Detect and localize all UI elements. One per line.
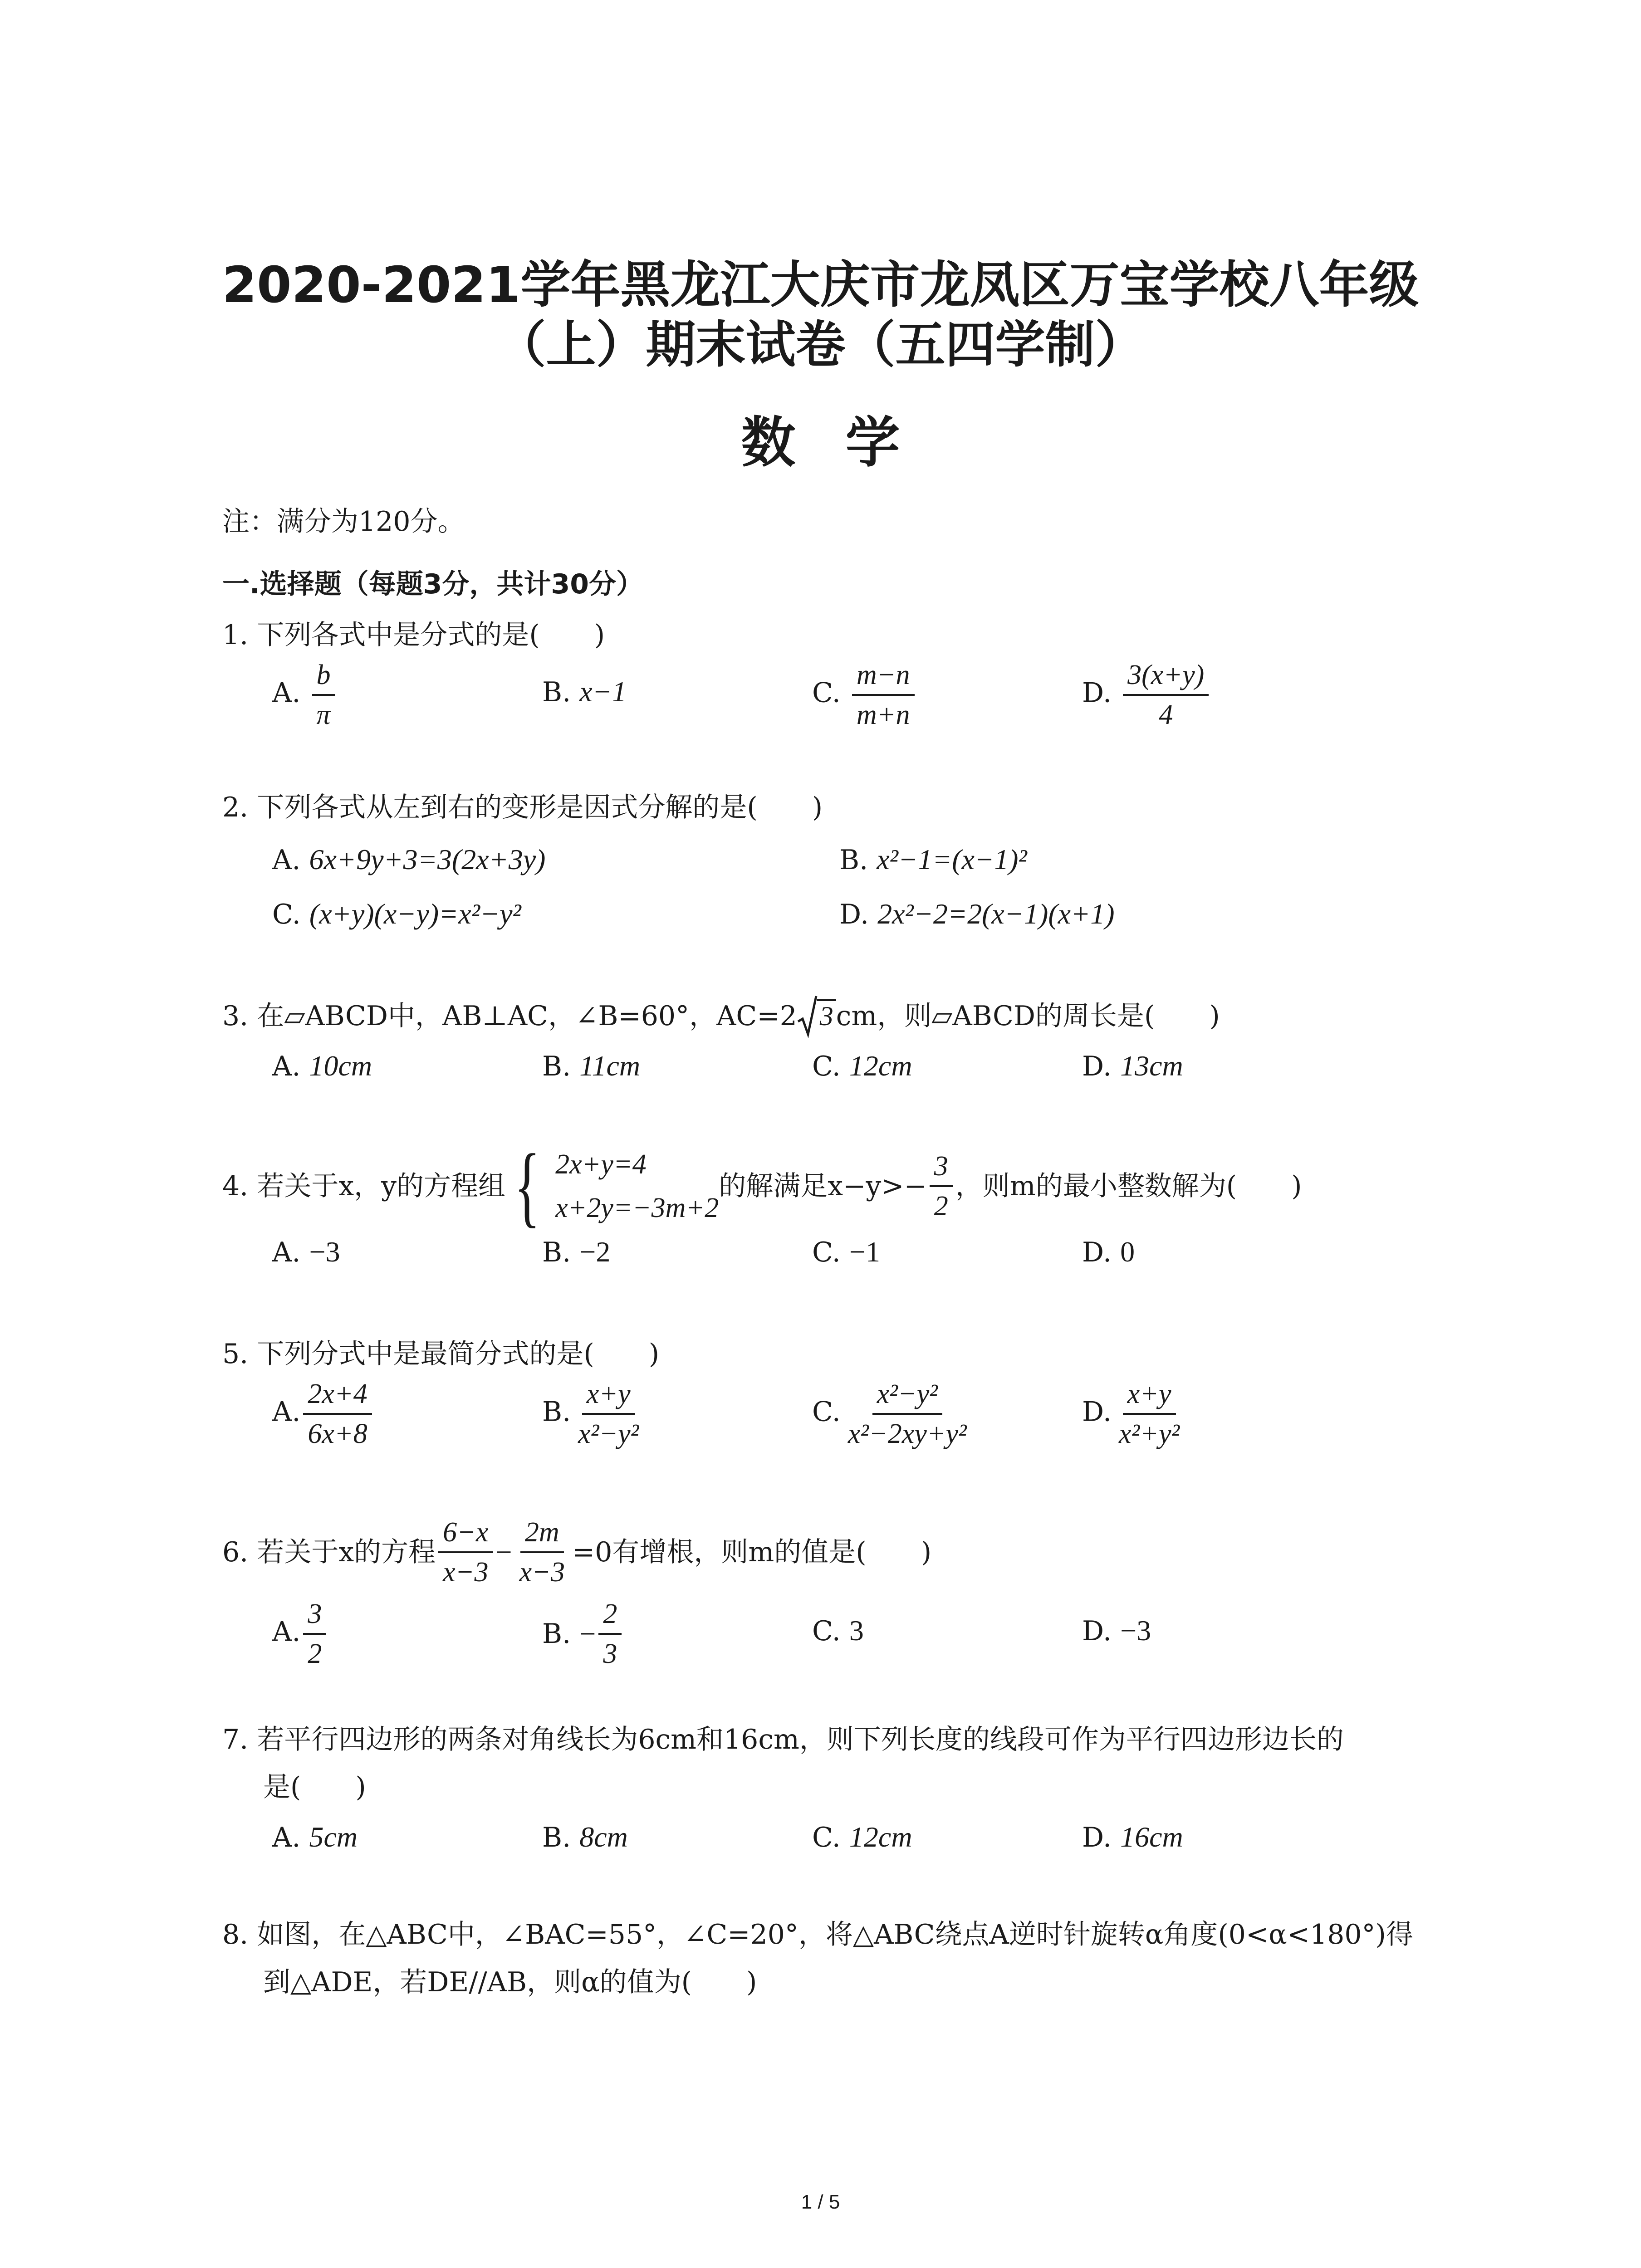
q7-option-c <box>812 1819 912 1856</box>
fraction <box>1114 1377 1184 1451</box>
option-b-expr: −2 <box>579 1236 611 1268</box>
q5-option-b <box>542 1377 646 1451</box>
option-c-expr: 3 <box>849 1614 864 1647</box>
minus-sign: − <box>495 1536 512 1568</box>
option-label: A. <box>272 844 301 876</box>
option-label: B. <box>839 844 868 876</box>
q6-option-a <box>272 1597 329 1671</box>
option-label: A. <box>272 1051 301 1082</box>
q5-option-a <box>272 1377 375 1451</box>
q1-stem: 1. 下列各式中是分式的是( ) <box>222 619 605 651</box>
q6-option-b <box>542 1597 624 1671</box>
option-label: D. <box>1082 1615 1112 1647</box>
equation-2: x+2y=−3m+2 <box>555 1193 719 1223</box>
option-a-expr: 5cm <box>309 1821 358 1853</box>
q4-stem <box>222 1136 1302 1236</box>
q4-option-a <box>272 1234 340 1271</box>
q6-stem-post: =0有增根，则m的值是( ) <box>572 1536 932 1568</box>
q3-stem-post: cm，则▱ABCD的周长是( ) <box>836 1000 1220 1032</box>
q6-option-c <box>812 1613 864 1649</box>
numerator: 2m <box>520 1515 564 1553</box>
q4-stem-mid: 的解满足x−y>− <box>719 1170 927 1202</box>
option-label: D. <box>1082 1237 1112 1268</box>
title-line-2: （上）期末试卷（五四学制） <box>496 316 1145 374</box>
option-b-expr: x²−1=(x−1)² <box>877 843 1027 875</box>
option-label: A. <box>272 1237 301 1268</box>
q7-stem-line-1: 7. 若平行四边形的两条对角线长为6cm和16cm，则下列长度的线段可作为平行四边形边长的 <box>222 1724 1344 1755</box>
numerator: 2x+4 <box>303 1377 372 1415</box>
square-root <box>797 998 836 1034</box>
q3-stem-pre: 3. 在▱ABCD中，AB⊥AC，∠B=60°，AC=2 <box>222 1000 797 1032</box>
q4-option-b <box>542 1234 610 1271</box>
brace-icon: { <box>514 1136 540 1236</box>
denominator: x²+y² <box>1119 1418 1180 1449</box>
q5-option-c <box>812 1377 974 1451</box>
equation-rows <box>555 1143 719 1230</box>
option-c-expr: 12cm <box>849 1050 912 1082</box>
q2-option-b <box>839 841 1027 878</box>
q3-stem <box>222 998 1220 1034</box>
option-d-expr: 16cm <box>1120 1821 1183 1853</box>
q3-option-d <box>1082 1048 1183 1085</box>
option-label: B. <box>542 1822 571 1853</box>
section-heading: 一.选择题（每题3分，共计30分） <box>222 568 644 600</box>
fraction <box>303 1377 372 1451</box>
equation-1: 2x+y=4 <box>555 1149 647 1180</box>
q7-option-b <box>542 1819 628 1856</box>
option-label: A. <box>272 1396 301 1428</box>
denominator: π <box>316 699 331 730</box>
q2-option-d <box>839 896 1115 933</box>
option-d-expr: 2x²−2=2(x−1)(x+1) <box>877 898 1115 930</box>
option-label: C. <box>812 1396 841 1428</box>
q6-option-d <box>1082 1613 1151 1649</box>
fraction <box>573 1377 643 1451</box>
page-number: 1 / 5 <box>801 2191 840 2213</box>
q1-option-b <box>542 674 627 710</box>
option-label: B. <box>542 1396 571 1428</box>
q5-stem: 5. 下列分式中是最简分式的是( ) <box>222 1338 660 1370</box>
option-label: B. <box>542 1618 571 1650</box>
subject-title: 数学 <box>741 411 950 474</box>
q3-option-a <box>272 1048 372 1085</box>
denominator: 2 <box>934 1191 948 1222</box>
q4-stem-pre: 4. 若关于x，y的方程组 <box>222 1170 506 1202</box>
radicand: 3 <box>817 999 836 1031</box>
option-label: A. <box>272 1822 301 1853</box>
numerator: x+y <box>1123 1377 1176 1415</box>
numerator: x+y <box>582 1377 635 1415</box>
option-d-expr: −3 <box>1120 1614 1151 1647</box>
fraction <box>598 1597 622 1671</box>
option-label: D. <box>1082 1822 1112 1853</box>
option-d-expr: 0 <box>1120 1236 1135 1268</box>
option-a-expr: −3 <box>309 1236 340 1268</box>
q3-option-c <box>812 1048 912 1085</box>
note: 注：满分为120分。 <box>222 506 465 538</box>
q3-option-b <box>542 1048 640 1085</box>
fraction <box>515 1515 569 1589</box>
denominator: m+n <box>856 699 910 730</box>
option-label: D. <box>1082 1396 1112 1428</box>
q8-stem-line-1: 8. 如图，在△ABC中，∠BAC=55°，∠C=20°，将△ABC绕点A逆时针旋转α角度(0<α<180°)得 <box>222 1919 1413 1950</box>
equation-system <box>505 1136 719 1236</box>
option-label: B. <box>542 676 571 708</box>
option-c-expr: 12cm <box>849 1821 912 1853</box>
option-label: C. <box>812 677 841 709</box>
q6-stem-pre: 6. 若关于x的方程 <box>222 1536 436 1568</box>
option-b-expr: 8cm <box>579 1821 628 1853</box>
denominator: x²−y² <box>578 1418 639 1449</box>
denominator: 4 <box>1159 699 1173 730</box>
q1-option-a <box>272 658 338 732</box>
option-label: D. <box>1082 677 1112 709</box>
numerator: 3 <box>303 1597 326 1635</box>
option-label: C. <box>812 1615 841 1647</box>
q6-stem <box>222 1515 931 1589</box>
option-label: C. <box>272 899 301 930</box>
option-b-expr: 11cm <box>579 1050 641 1082</box>
numerator: x²−y² <box>872 1377 942 1415</box>
numerator: 6−x <box>438 1515 493 1553</box>
numerator: 3(x+y) <box>1123 658 1209 696</box>
q1-option-c <box>812 658 917 732</box>
denominator: 6x+8 <box>308 1418 367 1449</box>
q1-option-d <box>1082 658 1211 732</box>
option-label: A. <box>272 1616 301 1648</box>
denominator: 2 <box>308 1638 322 1669</box>
q7-stem-line-2: 是( ) <box>263 1771 366 1803</box>
option-label: B. <box>542 1051 571 1082</box>
option-d-expr: 13cm <box>1120 1050 1183 1082</box>
title-line-1: 2020-2021学年黑龙江大庆市龙凤区万宝学校八年级 <box>222 256 1419 314</box>
numerator: 2 <box>598 1597 622 1635</box>
option-label: D. <box>839 899 869 930</box>
q8-stem-line-2: 到△ADE，若DE//AB，则α的值为( ) <box>263 1966 757 1998</box>
option-label: C. <box>812 1237 841 1268</box>
radical-sign <box>797 994 818 1038</box>
q2-option-c <box>272 896 521 933</box>
option-a-expr: 10cm <box>309 1050 372 1082</box>
option-label: A. <box>272 677 301 709</box>
option-b-expr: x−1 <box>579 675 627 708</box>
fraction <box>438 1515 493 1589</box>
option-a-expr: 6x+9y+3=3(2x+3y) <box>309 843 546 875</box>
q2-stem: 2. 下列各式从左到右的变形是因式分解的是( ) <box>222 792 823 823</box>
denominator: x²−2xy+y² <box>847 1418 967 1449</box>
numerator: b <box>312 658 335 696</box>
q2-option-a <box>272 841 545 878</box>
denominator: x−3 <box>443 1557 489 1588</box>
fraction <box>930 1149 953 1223</box>
q7-option-d <box>1082 1819 1183 1856</box>
q4-stem-post: ，则m的最小整数解为( ) <box>955 1170 1302 1202</box>
denominator: x−3 <box>519 1557 565 1588</box>
option-label: B. <box>542 1237 571 1268</box>
fraction <box>303 1597 326 1671</box>
q4-option-c <box>812 1234 880 1271</box>
option-c-expr: (x+y)(x−y)=x²−y² <box>309 898 521 930</box>
option-label: C. <box>812 1822 841 1853</box>
fraction <box>312 658 335 732</box>
q7-option-a <box>272 1819 358 1856</box>
option-label: D. <box>1082 1051 1112 1082</box>
q4-option-d <box>1082 1234 1135 1271</box>
denominator: 3 <box>603 1638 617 1669</box>
numerator: m−n <box>852 658 915 696</box>
q5-option-d <box>1082 1377 1187 1451</box>
fraction <box>1123 658 1209 732</box>
numerator: 3 <box>930 1149 953 1187</box>
option-label: C. <box>812 1051 841 1082</box>
fraction <box>852 658 915 732</box>
option-c-expr: −1 <box>849 1236 881 1268</box>
minus-sign: − <box>579 1618 596 1650</box>
fraction <box>843 1377 971 1451</box>
